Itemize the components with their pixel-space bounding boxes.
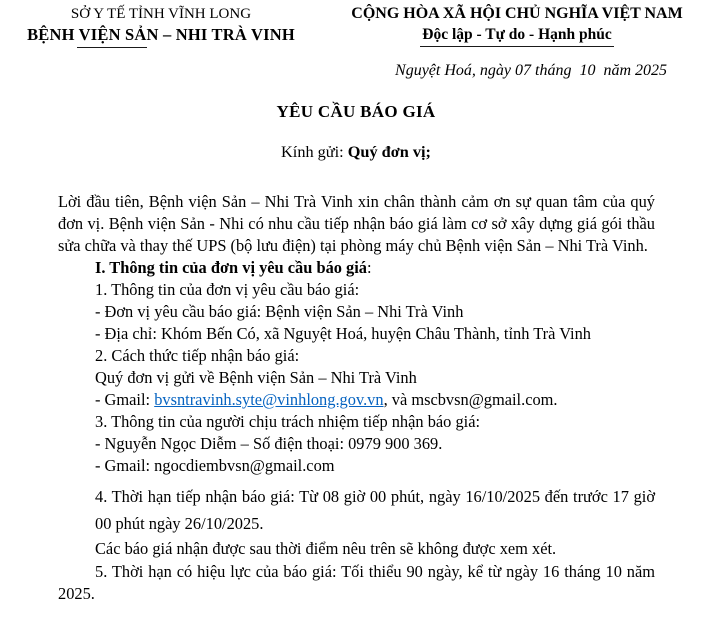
document-line: - Đơn vị yêu cầu báo giá: Bệnh viện Sản – Nhi Trà Vinh [95, 302, 464, 321]
date-line: Nguyệt Hoá, ngày 07 tháng 10 năm 2025 [395, 62, 667, 79]
document-line: 3. Thông tin của người chịu trách nhiệm tiếp nhận báo giá: [95, 412, 481, 431]
email-link[interactable]: bvsntravinh.syte@vinhlong.gov.vn [154, 390, 384, 409]
validity-paragraph: 5. Thời hạn có hiệu lực của báo giá: Tối thiểu 90 ngày, kể từ ngày 16 tháng 10 năm 2025. [58, 562, 655, 603]
document-title: YÊU CẦU BÁO GIÁ [276, 102, 436, 121]
dept-name: SỞ Y TẾ TỈNH VĨNH LONG [70, 6, 252, 22]
document-line: - Địa chỉ: Khóm Bến Có, xã Nguyệt Hoá, huyện Châu Thành, tỉnh Trà Vinh [95, 324, 591, 343]
document-line: - Nguyễn Ngọc Diễm – Số điện thoại: 0979 900 369. [95, 434, 443, 453]
section-heading-colon: : [367, 258, 372, 277]
national-motto: Độc lập - Tự do - Hạnh phúc [420, 25, 613, 47]
document-line: 2. Cách thức tiếp nhận báo giá: [95, 346, 300, 365]
org-underline-rule [77, 47, 147, 48]
document-line: - Gmail: ngocdiembvsn@gmail.com [95, 456, 335, 475]
section-heading [58, 257, 655, 279]
gmail-line-suffix: , và mscbvsn@gmail.com. [383, 390, 558, 409]
national-header-block [322, 4, 712, 48]
issuing-org-block [0, 4, 322, 48]
document-line: Quý đơn vị gửi về Bệnh viện Sản – Nhi Trà Vinh [95, 368, 417, 387]
document-line: 1. Thông tin của đơn vị yêu cầu báo giá: [95, 280, 360, 299]
gmail-line-prefix: - Gmail: [95, 390, 155, 409]
salutation [0, 142, 712, 162]
section-heading-text: I. Thông tin của đơn vị yêu cầu báo giá [95, 258, 368, 277]
intro-paragraph: Lời đầu tiên, Bệnh viện Sản – Nhi Trà Vinh xin chân thành cảm ơn sự quan tâm của quý đơn vị. Bệnh viện Sản - Nhi có nhu cầu tiếp nhận báo giá làm cơ sở xây dựng giá gói thầu sửa chữa và thay thế UPS (bộ lưu điện) tại phòng máy chủ Bệnh viện Sản – Nhi Trà Vinh. [58, 192, 655, 255]
national-title: CỘNG HÒA XÃ HỘI CHỦ NGHĨA VIỆT NAM [351, 5, 683, 22]
salutation-label: Kính gửi: [281, 142, 348, 161]
deadline-paragraph: 4. Thời hạn tiếp nhận báo giá: Từ 08 giờ 00 phút, ngày 16/10/2025 đến trước 17 giờ 00 phút ngày 26/10/2025. [95, 487, 655, 533]
document-header [0, 0, 712, 48]
gmail-line [58, 389, 655, 411]
org-name: BỆNH VIỆN SẢN – NHI TRÀ VINH [27, 25, 295, 44]
late-note: Các báo giá nhận được sau thời điểm nêu trên sẽ không được xem xét. [95, 539, 557, 558]
salutation-recipient: Quý đơn vị; [347, 142, 431, 161]
document-body [58, 191, 655, 605]
